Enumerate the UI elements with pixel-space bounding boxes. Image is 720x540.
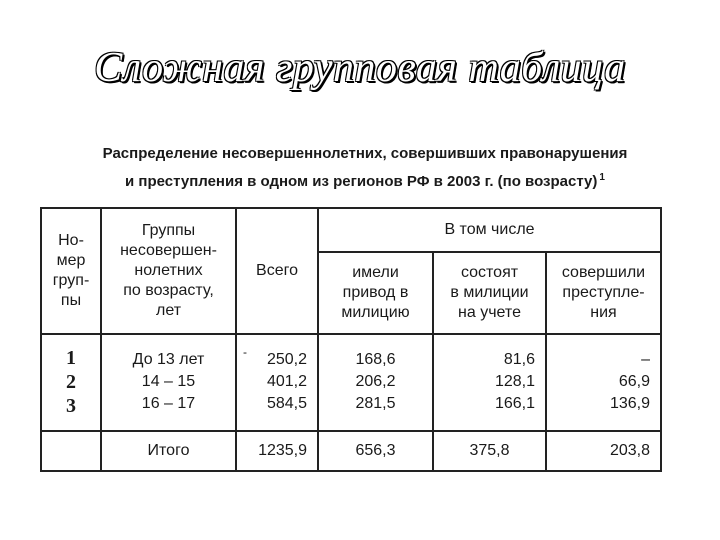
row-numbers-cell [41,334,101,431]
caption-line-2 [70,166,660,194]
data-table [40,207,662,472]
header-total: Всего [236,208,318,334]
header-groups-line: Группы [141,221,196,239]
age-group: 16 – 17 [141,395,196,413]
total-value: 584,5 [266,395,307,413]
caption-footnote-mark: 1 [599,172,605,183]
total-row-number-cell [41,431,101,471]
caption-line-2-text: и преступления в одном из регионов РФ в 2003 г. (по возрасту) [125,173,598,190]
table-body-row [41,334,661,431]
header-number-line: мер [56,251,86,269]
header-number-line: пы [60,291,82,309]
header-police-line: милицию [341,303,410,321]
police-values-cell [318,334,433,431]
age-groups-cell [101,334,236,431]
total-value: 250,2 [266,351,307,369]
slide-title: Сложная групповая таблица [94,45,626,91]
header-registered-line: в милиции [450,283,529,301]
header-number [41,208,101,334]
registered-value: 128,1 [494,373,535,391]
row-number: 2 [66,371,76,394]
header-crimes-line: совершили [561,263,646,281]
total-values-cell [236,334,318,431]
crimes-value: – [641,351,651,369]
header-groups-line: несовершен- [120,241,217,259]
header-crimes [546,252,661,334]
total-value: 401,2 [266,373,307,391]
total-sum: 1235,9 [236,431,318,471]
crimes-values-cell [546,334,661,431]
header-police-line: имели [352,263,399,281]
crimes-value: 136,9 [609,395,651,413]
police-value: 281,5 [355,395,396,413]
header-crimes-line: ния [590,303,617,321]
total-label: Итого [101,431,236,471]
stray-mark: - [243,344,247,359]
header-groups-line: по возрасту, [123,281,214,299]
caption-line-1: Распределение несовершеннолетних, совершивших правонарушения [102,145,628,162]
total-row [41,431,661,471]
crimes-value: 66,9 [618,373,651,391]
registered-values-cell [433,334,546,431]
header-groups [101,208,236,334]
header-groups-line: лет [155,301,182,319]
header-including: В том числе [318,208,661,252]
header-police-line: привод в [342,283,409,301]
header-police [318,252,433,334]
header-number-line: груп- [52,271,90,289]
total-registered: 375,8 [433,431,546,471]
header-registered [433,252,546,334]
row-number: 3 [66,395,76,418]
header-crimes-line: преступле- [562,283,645,301]
registered-value: 166,1 [494,395,535,413]
registered-value: 81,6 [503,351,535,369]
police-value: 206,2 [355,373,396,391]
total-police: 656,3 [318,431,433,471]
total-crimes: 203,8 [546,431,661,471]
age-group: 14 – 15 [141,373,196,391]
table-caption [70,142,660,194]
header-registered-line: состоят [460,263,519,281]
age-group: До 13 лет [132,351,205,369]
header-number-line: Но- [58,231,84,249]
row-number: 1 [66,347,76,370]
header-registered-line: на учете [458,303,521,321]
header-groups-line: нолетних [134,261,203,279]
police-value: 168,6 [355,351,396,369]
